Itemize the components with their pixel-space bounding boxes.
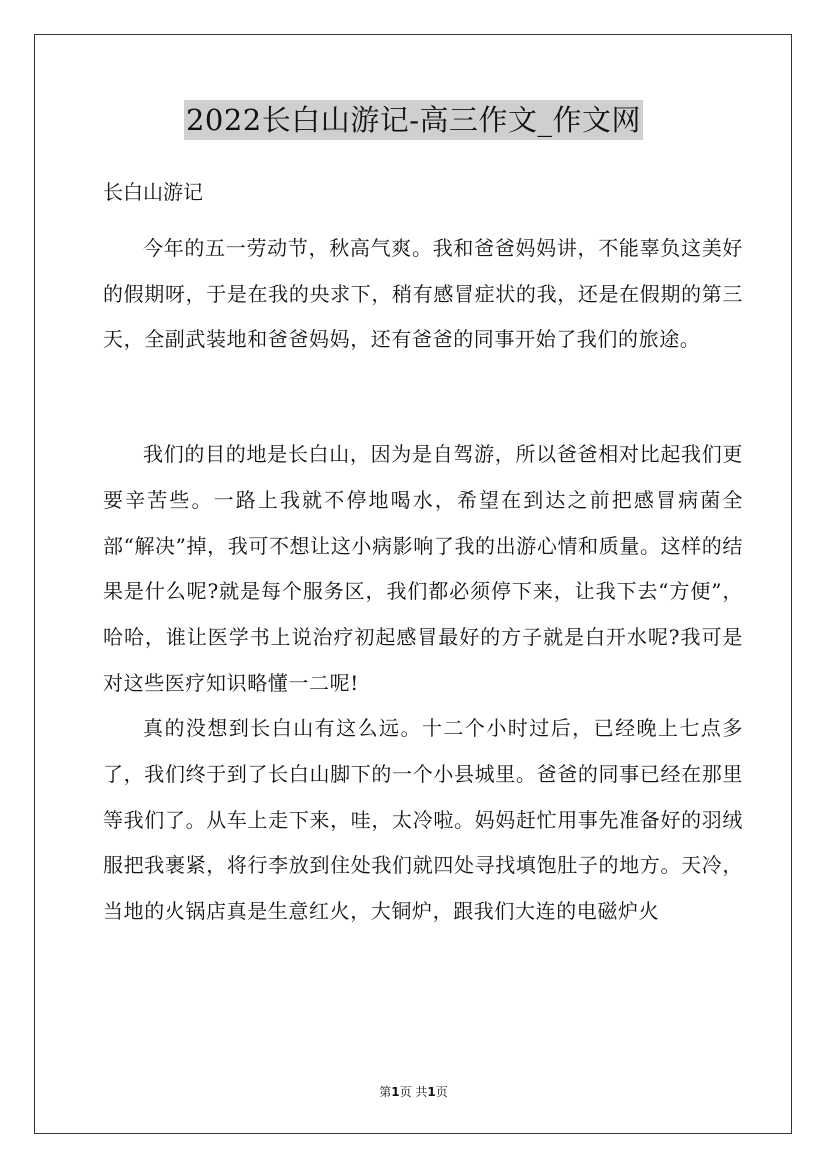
- paragraph-2: 我们的目的地是长白山，因为是自驾游，所以爸爸相对比起我们更要辛苦些。一路上我就不停地喝水，希望在到达之前把感冒病菌全部“解决”掉，我可不想让这小病影响了我的出游心情和质量。这样的结果是什么呢?就是每个服务区，我们都必须停下来，让我下去“方便”，哈哈，谁让医学书上说治疗初起感冒最好的方子就是白开水呢?我可是对这些医疗知识略懂一二呢!: [103, 442, 743, 695]
- page-mid: 页 共: [399, 1085, 428, 1099]
- title-container: [0, 100, 827, 140]
- page-prefix: 第: [379, 1085, 392, 1099]
- page-footer: [0, 1084, 827, 1100]
- page-total: 1: [427, 1085, 436, 1099]
- paragraph-1: 今年的五一劳动节，秋高气爽。我和爸爸妈妈讲，不能辜负这美好的假期呀，于是在我的央求下，稍有感冒症状的我，还是在假期的第三天，全副武装地和爸爸妈妈，还有爸爸的同事开始了我们的旅途。: [103, 236, 743, 352]
- essay-subtitle: 长白山游记: [103, 180, 203, 204]
- essay-body: [103, 226, 743, 935]
- paragraph-3: 真的没想到长白山有这么远。十二个小时过后，已经晚上七点多了，我们终于到了长白山脚下的一个小县城里。爸爸的同事已经在那里等我们了。从车上走下来，哇，太冷啦。妈妈赶忙用事先准备好的羽绒服把我裹紧，将行李放到住处我们就四处寻找填饱肚子的地方。天冷，当地的火锅店真是生意红火，大铜炉，跟我们大连的电磁炉火: [103, 716, 743, 924]
- page-current: 1: [391, 1085, 400, 1099]
- page-suffix: 页: [435, 1085, 448, 1099]
- page-title: 2022长白山游记-高三作文_作文网: [184, 100, 643, 140]
